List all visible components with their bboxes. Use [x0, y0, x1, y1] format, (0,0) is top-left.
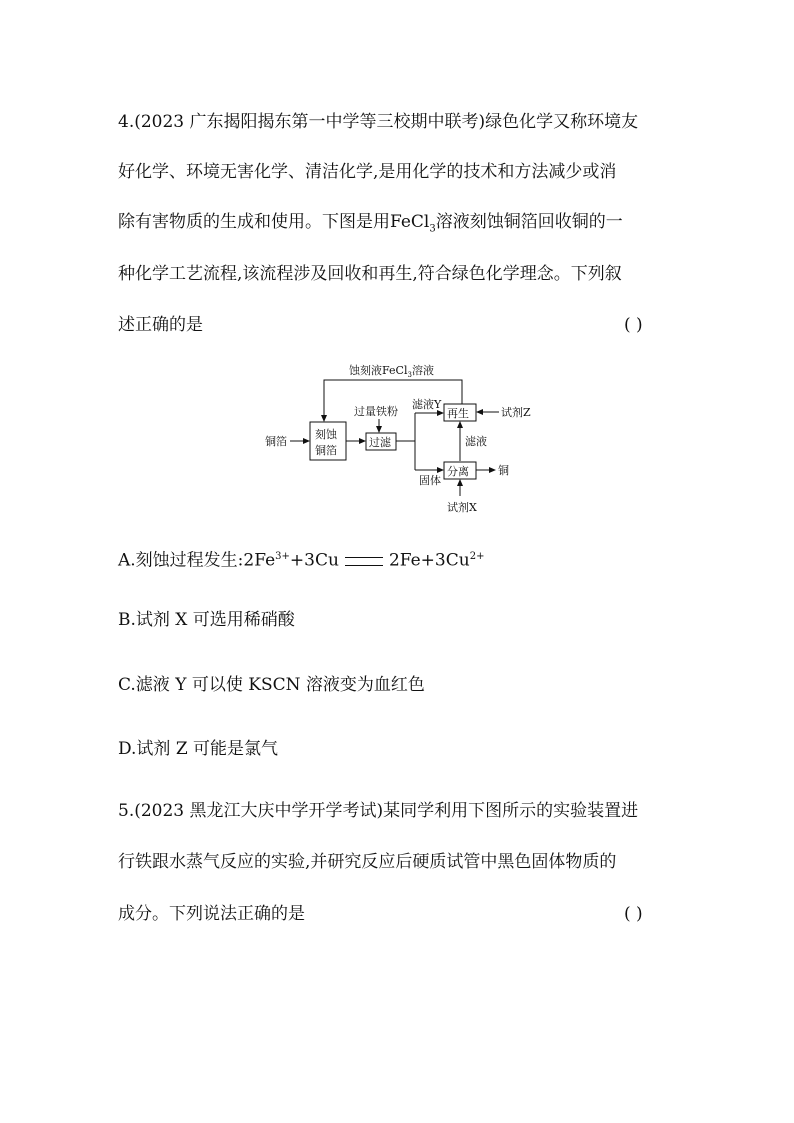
q4-line-5: 述正确的是 — [118, 315, 203, 335]
option-b: B.试剂 X 可选用稀硝酸 — [118, 610, 295, 630]
regen-box-label: 再生 — [447, 407, 469, 420]
etch-box-line1: 刻蚀 — [315, 428, 337, 441]
solid-label: 固体 — [419, 474, 441, 487]
q4-line-3-end: 溶液刻蚀铜箔回收铜的一 — [435, 212, 623, 232]
equals-sign — [345, 557, 383, 566]
reagent-z-label: 试剂Z — [501, 406, 531, 419]
copper-foil-label: 铜箔 — [265, 435, 287, 448]
option-a — [118, 545, 484, 573]
q4-line-1: 4.(2023 广东揭阳揭东第一中学等三校期中联考)绿色化学又称环境友 — [118, 112, 639, 132]
q4-line-3-text: 除有害物质的生成和使用。下图是用FeCl — [118, 212, 430, 232]
option-a-prefix: A.刻蚀过程发生:2Fe — [118, 550, 276, 571]
filtrate-y-label: 滤液Y — [412, 398, 442, 411]
q4-line-2: 好化学、环境无害化学、清洁化学,是用化学的技术和方法减少或消 — [118, 162, 617, 182]
flow-diagram — [255, 358, 565, 520]
filtrate-label: 滤液 — [465, 435, 487, 448]
q5-line-1: 5.(2023 黑龙江大庆中学开学考试)某同学利用下图所示的实验装置进 — [118, 801, 639, 821]
q4-line-4: 种化学工艺流程,该流程涉及回收和再生,符合绿色化学理念。下列叙 — [118, 264, 622, 284]
q5-line-3: 成分。下列说法正确的是 — [118, 904, 305, 924]
option-a-rhs: 2Fe+3Cu — [388, 550, 470, 571]
fecl3-subscript: 3 — [429, 223, 436, 235]
excess-iron-label: 过量铁粉 — [354, 405, 398, 418]
filter-box-label: 过滤 — [369, 436, 391, 449]
q5-line-2: 行铁跟水蒸气反应的实验,并研究反应后硬质试管中黑色固体物质的 — [118, 852, 617, 872]
reagent-x-label: 试剂X — [447, 501, 477, 514]
option-a-mid: +3Cu — [289, 550, 339, 571]
option-a-sup1: 3+ — [275, 551, 290, 562]
etch-box-line2: 铜箔 — [315, 444, 337, 457]
separate-box-label: 分离 — [447, 465, 469, 478]
q5-answer-paren: ( ) — [624, 904, 643, 924]
q4-answer-paren: ( ) — [624, 315, 643, 335]
top-label: 蚀刻液FeCl$_3$溶液 — [349, 364, 434, 379]
option-c: C.滤液 Y 可以使 KSCN 溶液变为血红色 — [118, 675, 425, 695]
copper-label: 铜 — [498, 464, 509, 477]
option-a-sup2: 2+ — [469, 551, 485, 562]
q4-line-3 — [118, 210, 623, 241]
option-d: D.试剂 Z 可能是氯气 — [118, 739, 279, 759]
